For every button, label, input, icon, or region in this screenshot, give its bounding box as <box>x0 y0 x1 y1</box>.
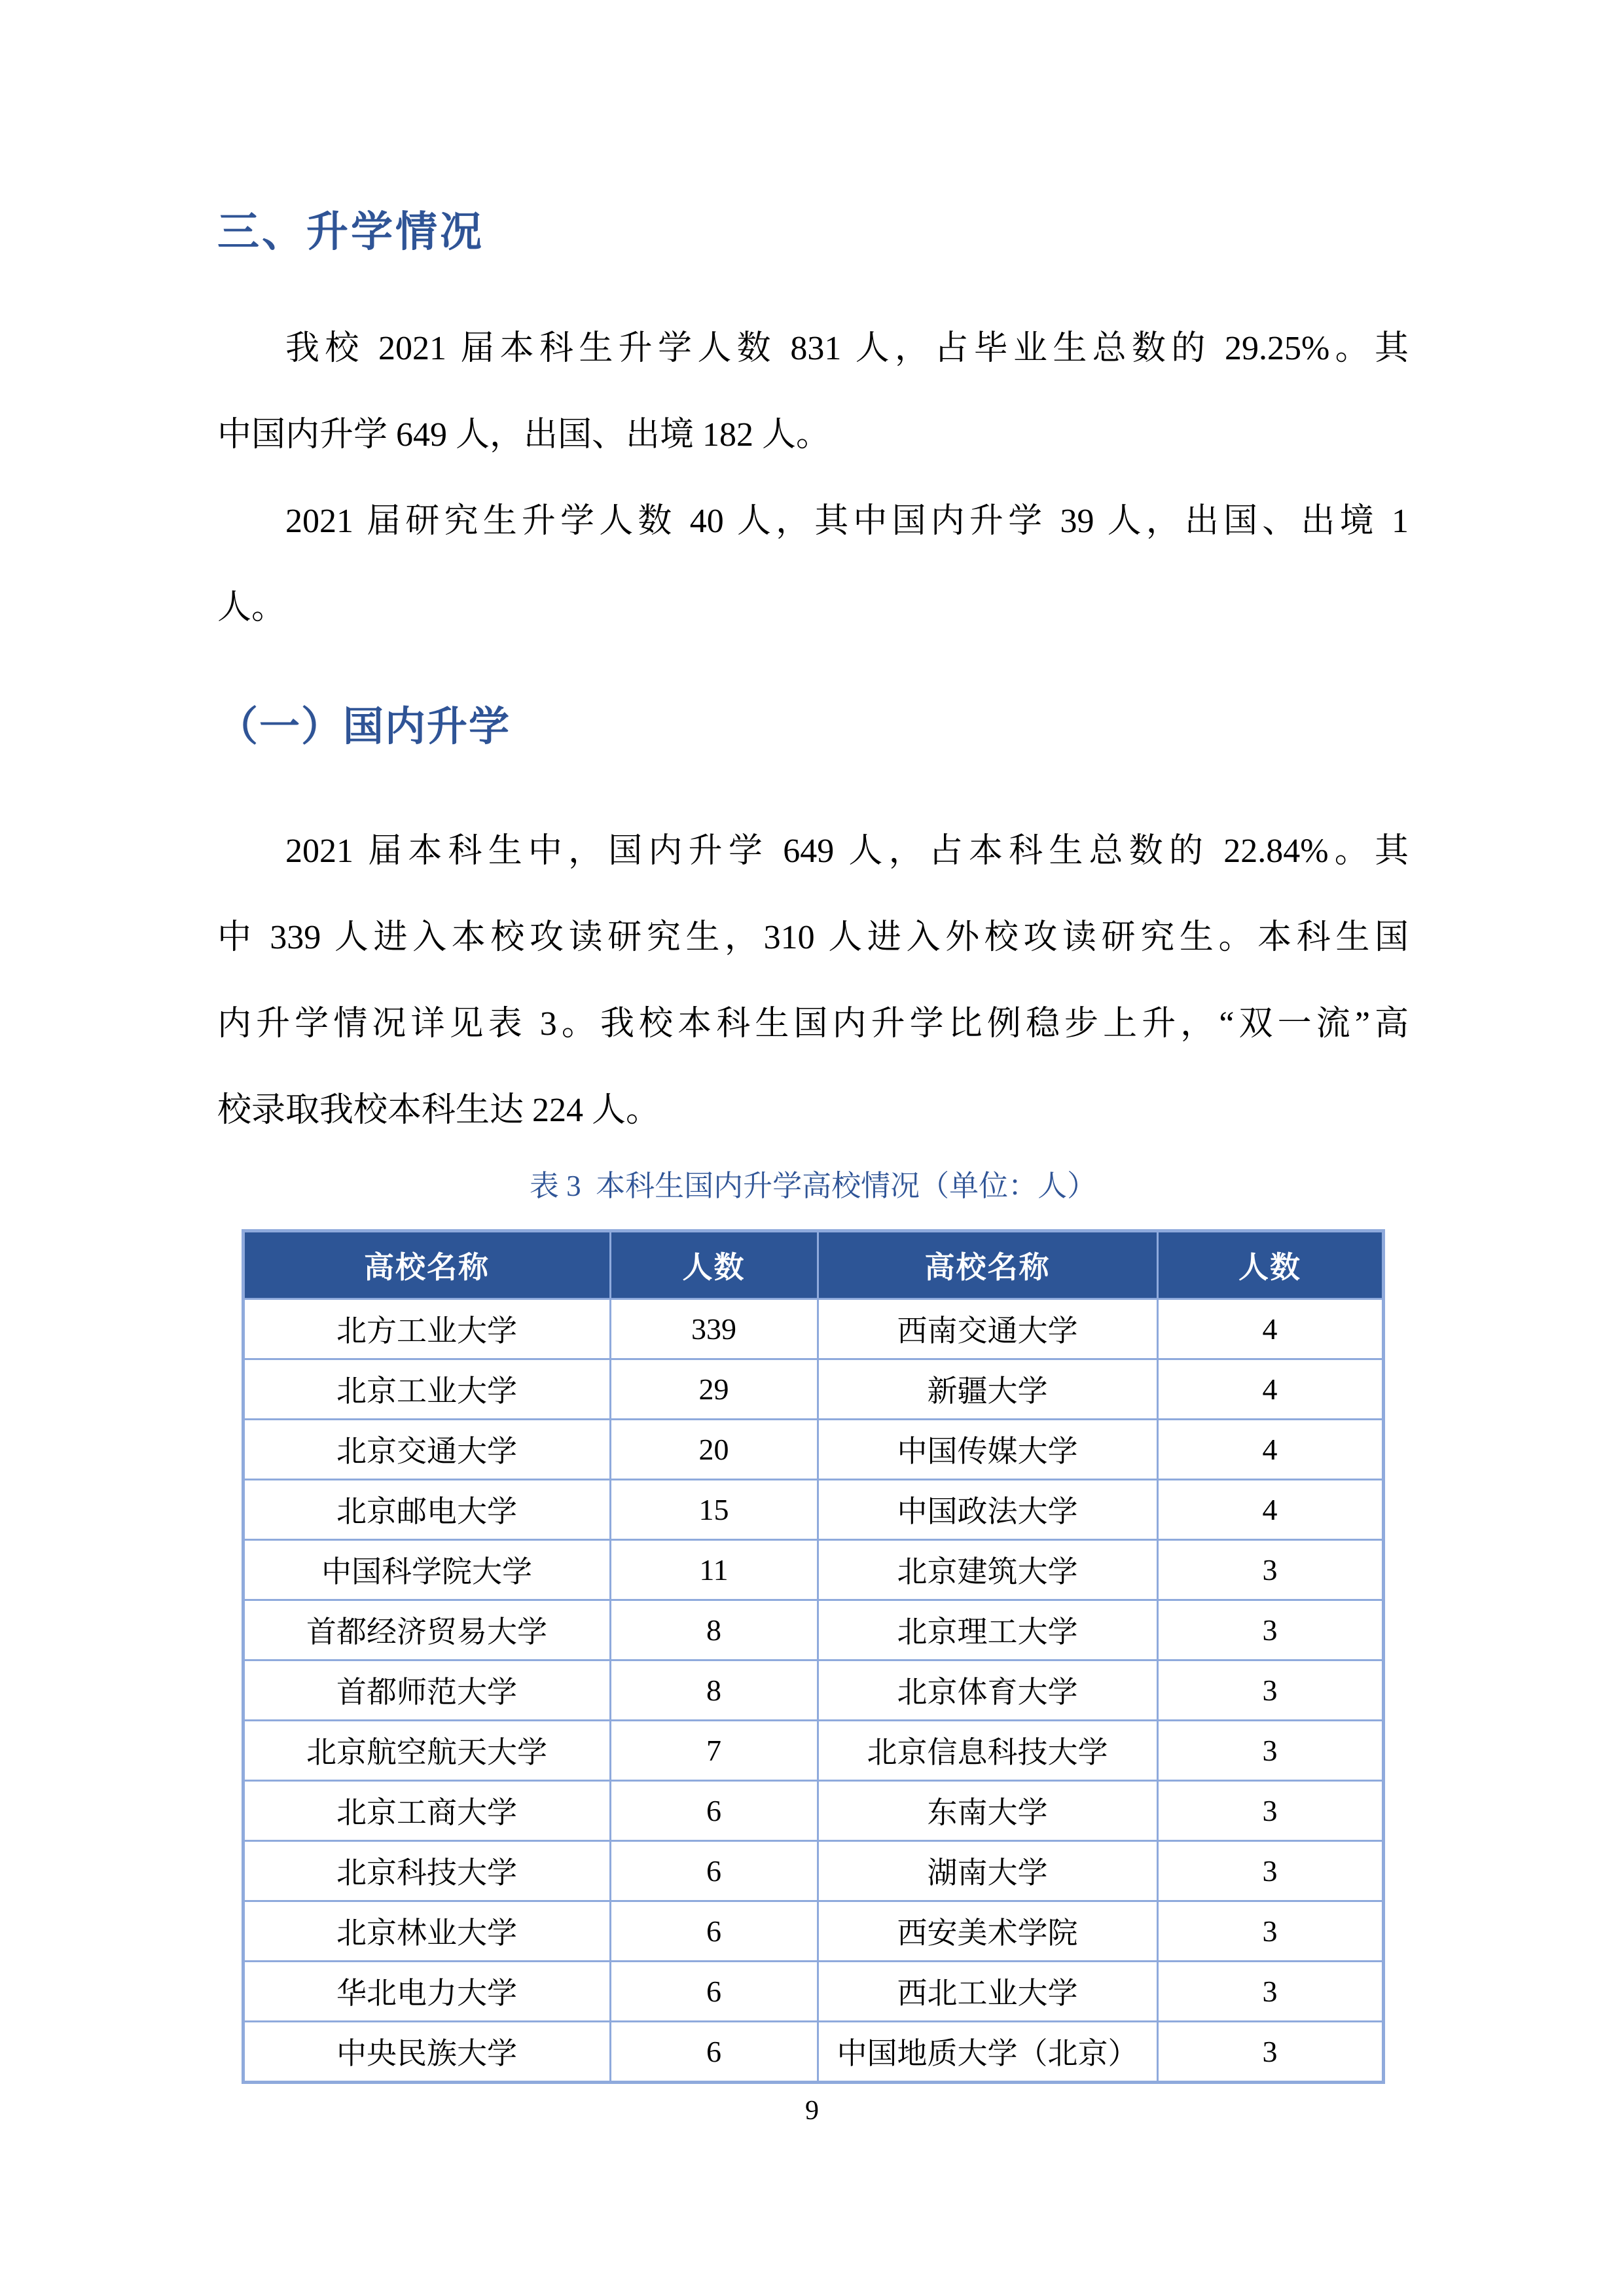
university-cell: 首都经济贸易大学 <box>243 1600 610 1660</box>
university-cell: 北京科技大学 <box>243 1840 610 1901</box>
table-row <box>243 1419 1383 1479</box>
count-cell: 8 <box>610 1600 818 1660</box>
paragraph-line: 2021 届研究生升学人数 40 人，其中国内升学 39 人，出国、出境 1 <box>285 502 1409 540</box>
page-number: 9 <box>805 2096 819 2126</box>
paragraph-domestic-detail <box>217 808 1409 1154</box>
header-count-1: 人数 <box>610 1230 818 1299</box>
table-header-row <box>243 1230 1383 1299</box>
paragraph-line: 中 339 人进入本校攻读研究生，310 人进入外校攻读研究生。本科生国 <box>217 918 1409 956</box>
table-container <box>217 1229 1409 2084</box>
header-university-1: 高校名称 <box>243 1230 610 1299</box>
university-cell: 北京交通大学 <box>243 1419 610 1479</box>
university-cell: 中央民族大学 <box>243 2021 610 2082</box>
count-cell: 20 <box>610 1419 818 1479</box>
paragraph-line: 人。 <box>217 588 286 626</box>
university-cell: 北京工业大学 <box>243 1359 610 1419</box>
table-row <box>243 1961 1383 2021</box>
paragraph-line: 2021 届本科生中，国内升学 649 人，占本科生总数的 22.84%。其 <box>285 832 1409 870</box>
count-cell: 3 <box>1157 1901 1383 1961</box>
count-cell: 4 <box>1157 1359 1383 1419</box>
paragraph-line: 我校 2021 届本科生升学人数 831 人，占毕业生总数的 29.25%。其 <box>285 329 1409 367</box>
university-cell: 北京林业大学 <box>243 1901 610 1961</box>
university-cell: 中国政法大学 <box>818 1479 1157 1539</box>
paragraph-undergrad-summary <box>217 306 1409 478</box>
count-cell: 11 <box>610 1539 818 1600</box>
domestic-admission-table <box>242 1229 1385 2084</box>
paragraph-line: 校录取我校本科生达 224 人。 <box>217 1091 660 1129</box>
count-cell: 6 <box>610 1780 818 1840</box>
university-cell: 北京航空航天大学 <box>243 1720 610 1780</box>
table-row <box>243 1720 1383 1780</box>
paragraph-line: 中国内升学 649 人，出国、出境 182 人。 <box>217 416 831 454</box>
university-cell: 湖南大学 <box>818 1840 1157 1901</box>
count-cell: 6 <box>610 1961 818 2021</box>
count-cell: 4 <box>1157 1419 1383 1479</box>
count-cell: 3 <box>1157 1961 1383 2021</box>
university-cell: 北京邮电大学 <box>243 1479 610 1539</box>
paragraph-grad-summary <box>217 478 1409 651</box>
table-row <box>243 1479 1383 1539</box>
table-row <box>243 1600 1383 1660</box>
university-cell: 北京信息科技大学 <box>818 1720 1157 1780</box>
university-cell: 北方工业大学 <box>243 1299 610 1359</box>
table-row <box>243 1840 1383 1901</box>
university-cell: 西安美术学院 <box>818 1901 1157 1961</box>
header-count-2: 人数 <box>1157 1230 1383 1299</box>
table-row <box>243 1359 1383 1419</box>
university-cell: 西南交通大学 <box>818 1299 1157 1359</box>
university-cell: 华北电力大学 <box>243 1961 610 2021</box>
count-cell: 339 <box>610 1299 818 1359</box>
university-cell: 西北工业大学 <box>818 1961 1157 2021</box>
section-heading: 三、升学情况 <box>217 209 484 255</box>
count-cell: 15 <box>610 1479 818 1539</box>
table-row <box>243 2021 1383 2082</box>
university-cell: 北京理工大学 <box>818 1600 1157 1660</box>
count-cell: 6 <box>610 1901 818 1961</box>
count-cell: 3 <box>1157 2021 1383 2082</box>
table-row <box>243 1299 1383 1359</box>
count-cell: 3 <box>1157 1660 1383 1720</box>
paragraph-line: 内升学情况详见表 3。我校本科生国内升学比例稳步上升，“双一流”高 <box>217 1005 1409 1043</box>
table-row <box>243 1780 1383 1840</box>
university-cell: 新疆大学 <box>818 1359 1157 1419</box>
count-cell: 7 <box>610 1720 818 1780</box>
university-cell: 北京体育大学 <box>818 1660 1157 1720</box>
university-cell: 中国地质大学（北京） <box>818 2021 1157 2082</box>
count-cell: 3 <box>1157 1539 1383 1600</box>
count-cell: 29 <box>610 1359 818 1419</box>
table-row <box>243 1539 1383 1600</box>
table-row <box>243 1660 1383 1720</box>
university-cell: 北京建筑大学 <box>818 1539 1157 1600</box>
count-cell: 6 <box>610 2021 818 2082</box>
university-cell: 东南大学 <box>818 1780 1157 1840</box>
university-cell: 首都师范大学 <box>243 1660 610 1720</box>
header-university-2: 高校名称 <box>818 1230 1157 1299</box>
count-cell: 4 <box>1157 1299 1383 1359</box>
table-row <box>243 1901 1383 1961</box>
count-cell: 3 <box>1157 1840 1383 1901</box>
count-cell: 8 <box>610 1660 818 1720</box>
count-cell: 4 <box>1157 1479 1383 1539</box>
count-cell: 6 <box>610 1840 818 1901</box>
count-cell: 3 <box>1157 1720 1383 1780</box>
university-cell: 中国传媒大学 <box>818 1419 1157 1479</box>
subsection-heading: （一）国内升学 <box>217 704 511 749</box>
count-cell: 3 <box>1157 1600 1383 1660</box>
university-cell: 北京工商大学 <box>243 1780 610 1840</box>
table-body <box>243 1299 1383 2082</box>
count-cell: 3 <box>1157 1780 1383 1840</box>
table-caption: 表 3 本科生国内升学高校情况（单位：人） <box>529 1169 1097 1202</box>
university-cell: 中国科学院大学 <box>243 1539 610 1600</box>
